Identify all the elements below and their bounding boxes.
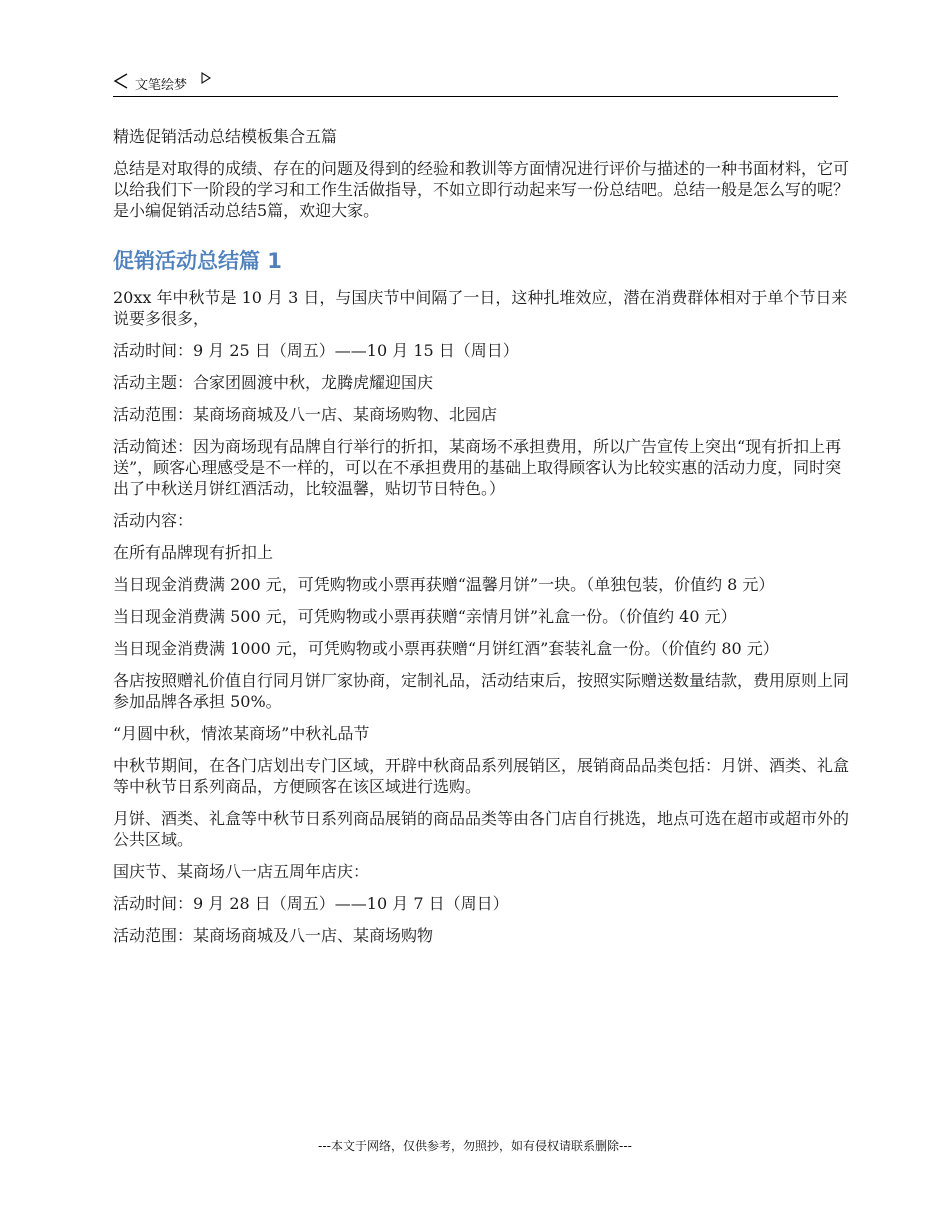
document-title: 精选促销活动总结模板集合五篇 [113, 127, 338, 146]
paragraph: 活动范围：某商场商城及八一店、某商场购物 [113, 926, 434, 945]
paragraph: 活动主题：合家团圆渡中秋，龙腾虎耀迎国庆 [113, 373, 434, 392]
paragraph: 活动范围：某商场商城及八一店、某商场购物、北园店 [113, 405, 498, 424]
paragraph: 在所有品牌现有折扣上 [113, 543, 274, 562]
triangle-left-icon [113, 73, 129, 89]
paragraph: 中秋节期间，在各门店划出专门区域，开辟中秋商品系列展销区，展销商品品类包括：月饼、酒类、礼盒等中秋节日系列商品，方便顾客在该区域进行选购。 [113, 756, 850, 796]
paragraph: 活动时间：9 月 25 日（周五）——10 月 15 日（周日） [113, 341, 519, 360]
paragraph: 当日现金消费满 500 元，可凭购物或小票再获赠“亲情月饼”礼盒一份。（价值约 40 元） [113, 607, 737, 626]
paragraph: 各店按照赠礼价值自行同月饼厂家协商，定制礼品，活动结束后，按照实际赠送数量结款，费用原则上同参加品牌各承担 50%。 [113, 671, 850, 711]
brand-name: 文笔绘梦 [135, 78, 188, 93]
paragraph: “月圆中秋，情浓某商场”中秋礼品节 [113, 724, 370, 743]
paragraph: 20xx 年中秋节是 10 月 3 日，与国庆节中间隔了一日，这种扎堆效应，潜在消费群体相对于单个节日来说要多很多， [113, 288, 848, 328]
document-body [113, 126, 853, 957]
page-header [113, 70, 838, 97]
paragraph: 国庆节、某商场八一店五周年店庆： [113, 862, 370, 881]
paragraph: 月饼、酒类、礼盒等中秋节日系列商品展销的商品品类等由各门店自行挑选，地点可选在超市或超市外的公共区域。 [113, 809, 850, 849]
paragraph: 活动简述：因为商场现有品牌自行举行的折扣，某商场不承担费用，所以广告宣传上突出“现有折扣上再送”，顾客心理感受是不一样的，可以在不承担费用的基础上取得顾客认为比较实惠的活动力度，同时突出了中秋送月饼红酒活动，比较温馨，贴切节日特色。） [113, 437, 842, 498]
footer-disclaimer: ---本文于网络，仅供参考，勿照抄，如有侵权请联系删除--- [318, 1139, 632, 1153]
paragraph: 活动时间：9 月 28 日（周五）——10 月 7 日（周日） [113, 894, 509, 913]
intro-paragraph: 总结是对取得的成绩、存在的问题及得到的经验和教训等方面情况进行评价与描述的一种书面材料，它可以给我们下一阶段的学习和工作生活做指导，不如立即行动起来写一份总结吧。总结一般是怎么写的呢？是小编促销活动总结5篇，欢迎大家。 [113, 159, 850, 220]
paragraph: 当日现金消费满 200 元，可凭购物或小票再获赠“温馨月饼”一块。（单独包装，价值约 8 元） [113, 575, 775, 594]
paragraph: 活动内容： [113, 511, 194, 530]
paragraph: 当日现金消费满 1000 元，可凭购物或小票再获赠“月饼红酒”套装礼盒一份。（价值约 80 元） [113, 639, 779, 658]
section-heading: 促销活动总结篇 1 [113, 249, 282, 273]
triangle-right-icon [201, 72, 211, 84]
